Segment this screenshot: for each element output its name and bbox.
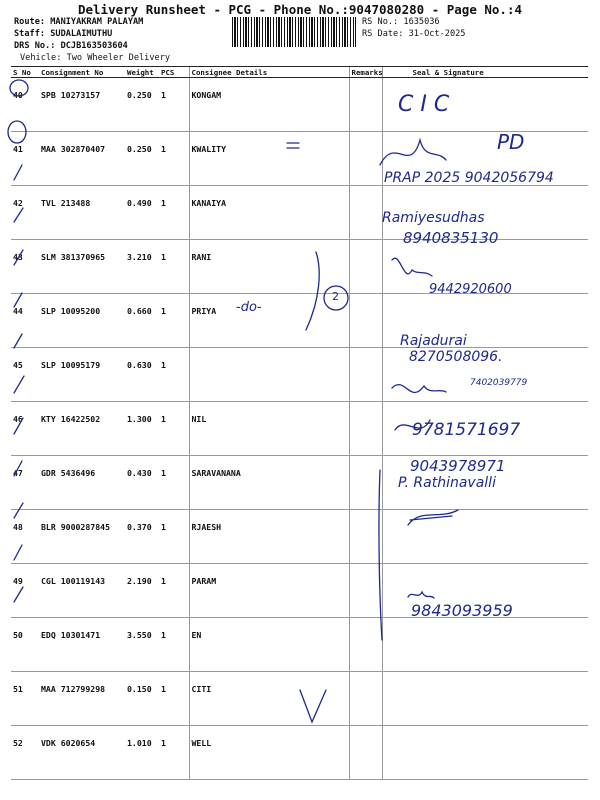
table-row	[11, 78, 588, 132]
weight-cell: 0.630	[125, 348, 159, 402]
weight-cell: 0.250	[125, 132, 159, 186]
weight-cell: 3.210	[125, 240, 159, 294]
weight-cell: 0.370	[125, 510, 159, 564]
remarks-cell	[349, 726, 382, 780]
seal-cell	[382, 618, 588, 672]
weight-cell: 3.550	[125, 618, 159, 672]
consignee-cell: RANI	[189, 240, 349, 294]
consignee-cell: KWALITY	[189, 132, 349, 186]
consignment-cell: MAA 302870407	[39, 132, 125, 186]
handwritten-ditto: -do-	[236, 300, 262, 315]
consignee-cell: KANAIYA	[189, 186, 349, 240]
handwritten-phone-43: 8940835130	[403, 229, 499, 247]
pcs-cell: 1	[159, 240, 189, 294]
consignment-cell: SLP 10095200	[39, 294, 125, 348]
consignee-cell: NIL	[189, 402, 349, 456]
handwritten-signature-41: PD	[497, 130, 525, 154]
consignee-cell: CITI	[189, 672, 349, 726]
consignment-cell: CGL 100119143	[39, 564, 125, 618]
handwritten-phone-49: 9043978971	[410, 457, 506, 475]
consignment-cell: BLR 9000287845	[39, 510, 125, 564]
remarks-cell	[349, 294, 382, 348]
remarks-cell	[349, 618, 382, 672]
weight-cell: 0.430	[125, 456, 159, 510]
weight-cell: 2.190	[125, 564, 159, 618]
pcs-cell: 1	[159, 456, 189, 510]
pcs-cell: 1	[159, 186, 189, 240]
weight-cell: 1.010	[125, 726, 159, 780]
consignment-cell: SLP 10095179	[39, 348, 125, 402]
route-label: Route: MANIYAKRAM PALAYAM	[14, 17, 144, 27]
col-sno: S No	[11, 67, 39, 78]
consignment-cell: MAA 712799298	[39, 672, 125, 726]
sno-cell: 47	[11, 456, 39, 510]
handwritten-phone-48: 9781571697	[412, 420, 521, 440]
col-consignee: Consignee Details	[189, 67, 349, 78]
pcs-cell: 1	[159, 564, 189, 618]
staff-label: Staff: SUDALAIMUTHU	[14, 29, 113, 39]
consignee-cell: PARAM	[189, 564, 349, 618]
consignee-cell	[189, 348, 349, 402]
pcs-cell: 1	[159, 132, 189, 186]
remarks-cell	[349, 456, 382, 510]
consignee-cell: EN	[189, 618, 349, 672]
handwritten-circle-number: 2	[332, 290, 339, 303]
consignment-cell: SLM 381370965	[39, 240, 125, 294]
sno-cell: 42	[11, 186, 39, 240]
handwritten-name-46: Rajadurai	[400, 333, 467, 349]
rs-date: RS Date: 31-Oct-2025	[362, 29, 466, 39]
table-row	[11, 672, 588, 726]
seal-cell	[382, 672, 588, 726]
table-header-row	[11, 67, 588, 78]
pcs-cell: 1	[159, 672, 189, 726]
handwritten-phone-44: 9442920600	[429, 282, 512, 297]
col-weight: Weight	[125, 67, 159, 78]
sno-cell: 43	[11, 240, 39, 294]
sno-cell: 48	[11, 510, 39, 564]
table-row	[11, 726, 588, 780]
sno-cell: 44	[11, 294, 39, 348]
seal-cell	[382, 726, 588, 780]
weight-cell: 0.490	[125, 186, 159, 240]
col-remarks: Remarks	[349, 67, 382, 78]
weight-cell: 1.300	[125, 402, 159, 456]
weight-cell: 0.660	[125, 294, 159, 348]
pcs-cell: 1	[159, 402, 189, 456]
handwritten-phone-42: PRAP 2025 9042056794	[384, 170, 554, 186]
sno-cell: 46	[11, 402, 39, 456]
consignment-cell: SPB 10273157	[39, 78, 125, 132]
weight-cell: 0.250	[125, 78, 159, 132]
consignment-cell: GDR 5436496	[39, 456, 125, 510]
consignment-cell: KTY 16422502	[39, 402, 125, 456]
handwritten-phone-46: 8270508096.	[409, 349, 503, 365]
sno-cell: 45	[11, 348, 39, 402]
table-row	[11, 618, 588, 672]
seal-cell	[382, 510, 588, 564]
page-title: Delivery Runsheet - PCG - Phone No.:9047080280 - Page No.:4	[77, 2, 522, 17]
consignment-cell: VDK 6020654	[39, 726, 125, 780]
handwritten-phone-52: 9843093959	[411, 601, 513, 620]
handwritten-phone-47: 7402039779	[470, 378, 528, 388]
col-consignment: Consignment No	[39, 67, 125, 78]
consignee-cell: KONGAM	[189, 78, 349, 132]
pcs-cell: 1	[159, 726, 189, 780]
consignment-cell: TVL 213488	[39, 186, 125, 240]
sno-cell: 49	[11, 564, 39, 618]
sno-cell: 50	[11, 618, 39, 672]
consignee-cell: WELL	[189, 726, 349, 780]
remarks-cell	[349, 402, 382, 456]
sno-cell: 52	[11, 726, 39, 780]
drs-label: DRS No.: DCJB163503604	[14, 41, 128, 51]
pcs-cell: 1	[159, 78, 189, 132]
consignee-cell: SARAVANANA	[189, 456, 349, 510]
rs-number: RS No.: 1635036	[362, 17, 440, 27]
handwritten-name-49: P. Rathinavalli	[398, 475, 496, 491]
pcs-cell: 1	[159, 348, 189, 402]
handwritten-name-43: Ramiyesudhas	[382, 210, 485, 226]
pcs-cell: 1	[159, 294, 189, 348]
remarks-cell	[349, 672, 382, 726]
sno-cell: 41	[11, 132, 39, 186]
remarks-cell	[349, 564, 382, 618]
pcs-cell: 1	[159, 510, 189, 564]
remarks-cell	[349, 186, 382, 240]
col-pcs: PCS	[159, 67, 189, 78]
table-row	[11, 186, 588, 240]
sno-cell: 40	[11, 78, 39, 132]
consignee-cell: RJAESH	[189, 510, 349, 564]
pcs-cell: 1	[159, 618, 189, 672]
remarks-cell	[349, 78, 382, 132]
barcode	[232, 17, 356, 47]
remarks-cell	[349, 510, 382, 564]
handwritten-cic: C I C	[398, 92, 450, 117]
vehicle-label: Vehicle: Two Wheeler Delivery	[20, 53, 171, 63]
consignment-cell: EDQ 10301471	[39, 618, 125, 672]
remarks-cell	[349, 348, 382, 402]
sno-cell: 51	[11, 672, 39, 726]
table-row	[11, 294, 588, 348]
remarks-cell	[349, 132, 382, 186]
table-row	[11, 510, 588, 564]
col-seal: Seal & Signature	[382, 67, 588, 78]
remarks-cell	[349, 240, 382, 294]
weight-cell: 0.150	[125, 672, 159, 726]
consignee-cell: PRIYA	[189, 294, 349, 348]
